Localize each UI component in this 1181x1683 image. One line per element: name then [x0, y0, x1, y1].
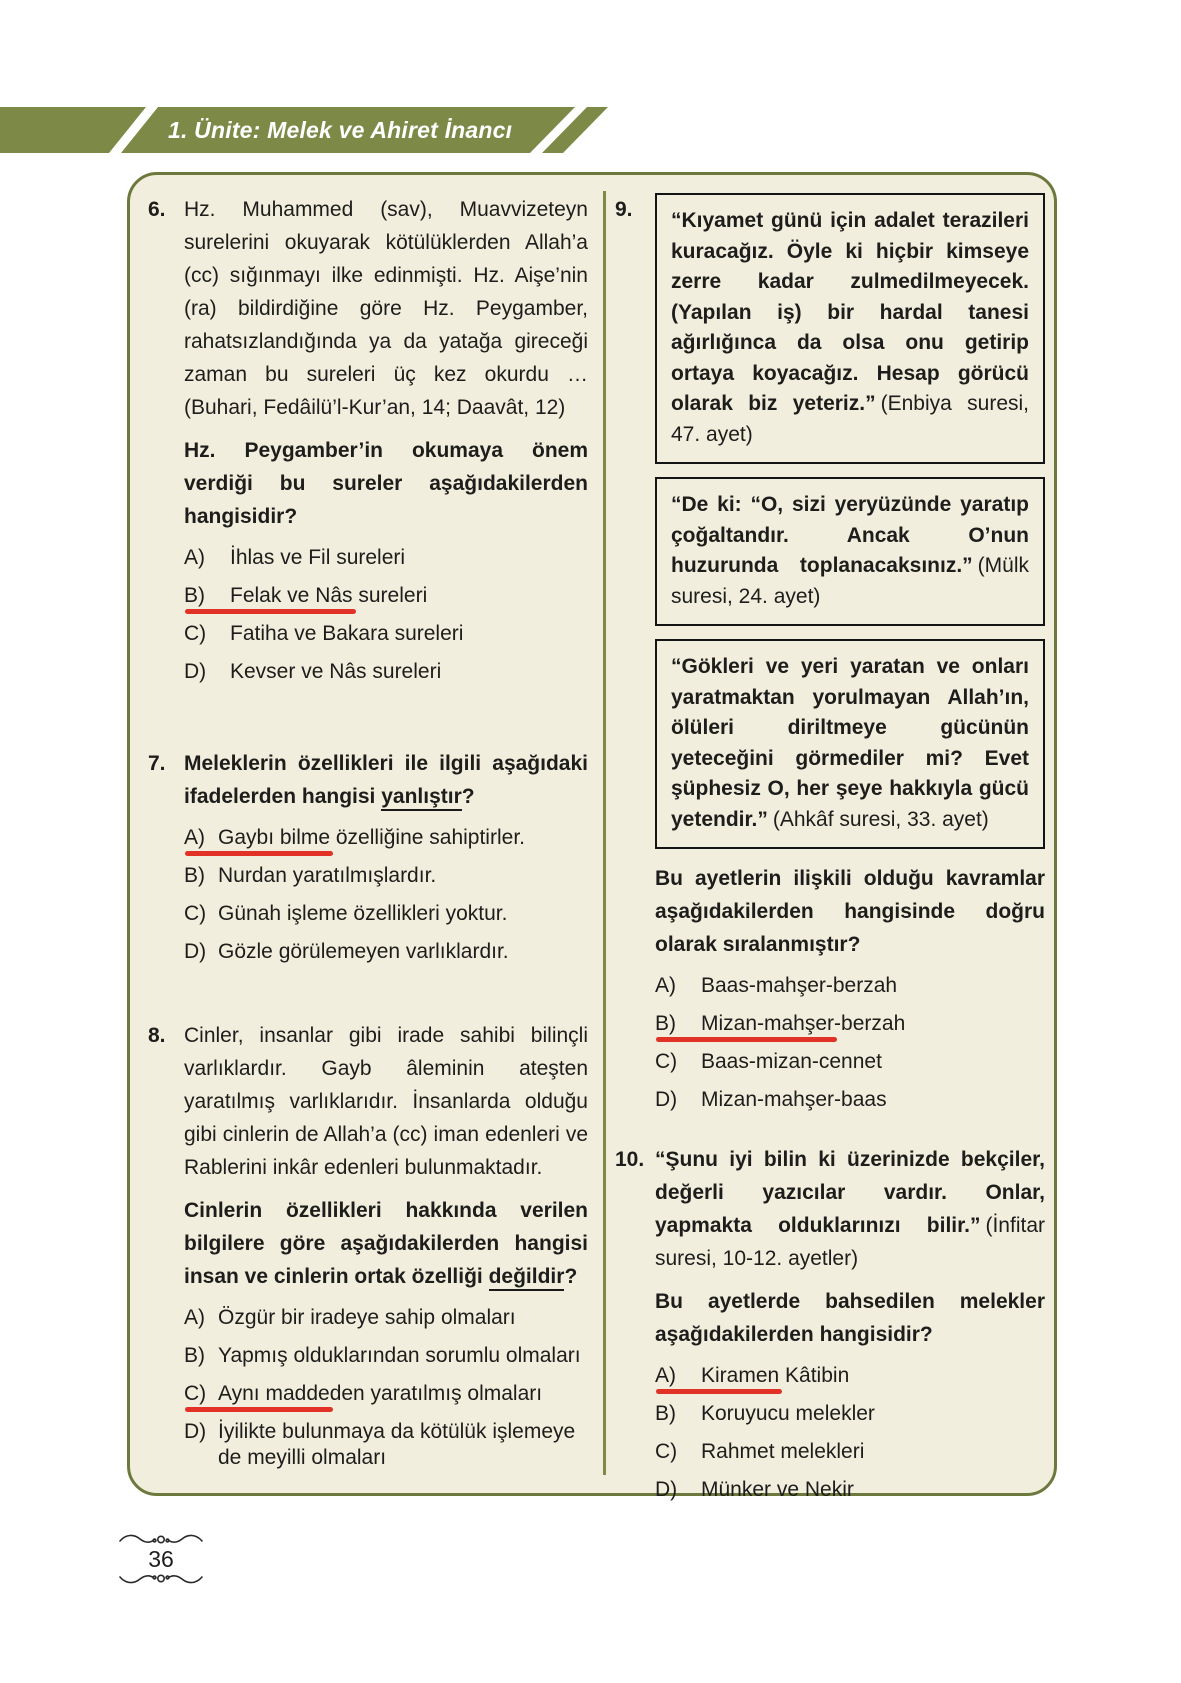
stem-underlined-word: yanlıştır	[381, 785, 462, 811]
option-letter: C)	[184, 622, 207, 645]
option-letter: D)	[184, 660, 207, 683]
column-divider	[603, 191, 606, 1475]
option-text: Gözle görülemeyen varlıklardır.	[218, 940, 509, 963]
verse-quote: “Kıyamet günü için adalet terazileri kuracağız. Öyle ki hiçbir kimseye zerre kadar zulmedilmeyecek. (Yapılan iş) bir hardal tanesi ağırlığınca da olsa onu getirip ortaya koyacağız. Hesap görücü olarak biz yeteriz.”	[671, 209, 1029, 415]
option-letter: B)	[655, 1402, 676, 1425]
question-stem	[184, 434, 588, 533]
answer-option-d[interactable]	[655, 1087, 1045, 1113]
answer-option-a[interactable]	[184, 825, 588, 851]
question-number: 9.	[615, 198, 633, 221]
question-7	[148, 747, 588, 965]
verse-quote: “Şunu iyi bilin ki üzerinizde bekçiler, değerli yazıcılar vardır. Onlar, yapmakta olduklarınızı bilir.”	[655, 1148, 1045, 1237]
answer-option-c[interactable]	[655, 1049, 1045, 1075]
verse-citation: (Enbiya suresi, 47. ayet)	[671, 392, 1030, 446]
right-column	[615, 193, 1045, 1503]
option-letter: A)	[655, 974, 676, 997]
stem-text: Hz. Peygamber’in okumaya önem verdiği bu sureler aşağıdakilerden hangisidir?	[184, 439, 588, 528]
answer-option-a[interactable]	[655, 1363, 1045, 1389]
option-text: İhlas ve Fil sureleri	[230, 546, 406, 569]
question-6	[148, 193, 588, 685]
answer-option-c[interactable]	[184, 1381, 588, 1407]
option-marked-text: Kiramen	[701, 1364, 780, 1387]
stem-text: Cinlerin özellikleri hakkında verilen bilgilere göre aşağıdakilerden hangisi insan ve cinlerin ortak özelliği	[184, 1199, 588, 1288]
option-letter: A)	[184, 1306, 205, 1329]
verse-quote: “Gökleri ve yeri yaratan ve onları yaratmaktan yorulmayan Allah’ın, ölüleri diriltmeye gücünün yeteceğini görmediler mi? Evet şüphesiz O, her şeye hakkıyla gücü yetendir.”	[671, 655, 1029, 831]
option-text: Yapmış olduklarından sorumlu olmaları	[218, 1344, 581, 1367]
question-body: Hz. Muhammed (sav), Muavvizeteyn surelerini okuyarak kötülüklerden Allah’a (cc) sığınmayı ilke edinmişti. Hz. Aişe’nin (ra) bildirdiğine göre Hz. Peygamber, rahatsızlandığında ya da yatağa gireceği zaman bu sureleri üç kez okurdu … (Buhari, Fedâilü’l-Kur’an, 14; Daavât, 12)	[184, 198, 588, 419]
option-text: den yaratılmış olmaları	[329, 1382, 543, 1405]
option-text: Mizan-mahşer-baas	[701, 1088, 887, 1111]
stem-text: Bu ayetlerin ilişkili olduğu kavramlar aşağıdakilerden hangisinde doğru olarak sıralanmıştır?	[655, 867, 1045, 956]
option-text: Nurdan yaratılmışlardır.	[218, 864, 437, 887]
option-letter: B)	[184, 864, 205, 887]
option-text: Baas-mizan-cennet	[701, 1050, 882, 1073]
answer-option-d[interactable]	[184, 1419, 588, 1471]
options-list	[655, 1363, 1045, 1503]
page-number: 36	[148, 1546, 174, 1572]
question-8	[148, 1019, 588, 1471]
option-text: -berzah	[834, 1012, 906, 1035]
question-content	[184, 747, 588, 965]
question-stem	[655, 1285, 1045, 1351]
verse-box-1	[655, 193, 1045, 464]
question-number: 7.	[148, 752, 166, 775]
option-letter: B)	[184, 1344, 205, 1367]
answer-option-b[interactable]	[184, 583, 588, 609]
option-letter: A)	[655, 1364, 676, 1387]
option-letter: A)	[184, 546, 205, 569]
options-list	[184, 545, 588, 685]
answer-option-a[interactable]	[655, 973, 1045, 999]
question-content	[184, 193, 588, 685]
option-letter: B)	[184, 584, 205, 607]
answer-option-a[interactable]	[184, 1305, 588, 1331]
option-letter: C)	[184, 902, 207, 925]
option-text: Kevser ve Nâs sureleri	[230, 660, 442, 683]
answer-option-a[interactable]	[184, 545, 588, 571]
page-footer	[116, 1532, 206, 1586]
question-number: 6.	[148, 198, 166, 221]
option-marked-text: Aynı madde	[218, 1382, 330, 1405]
verse-citation: (İnfitar suresi, 10-12. ayetler)	[655, 1214, 1045, 1270]
option-text: Fatiha ve Bakara sureleri	[230, 622, 464, 645]
option-marked-text: Mizan-mahşer	[701, 1012, 835, 1035]
answer-option-b[interactable]	[655, 1011, 1045, 1037]
question-stem	[184, 1194, 588, 1293]
option-marked-text: Gaybı bilme	[218, 826, 331, 849]
option-text: özelliğine sahiptirler.	[330, 826, 525, 849]
question-panel	[127, 172, 1057, 1501]
question-number: 8.	[148, 1024, 166, 1047]
option-text: İyilikte bulunmaya da kötülük işlemeye de meyilli olmaları	[218, 1420, 576, 1469]
answer-option-b[interactable]	[184, 1343, 588, 1369]
option-letter: B)	[655, 1012, 676, 1035]
question-stem	[655, 862, 1045, 961]
option-letter: A)	[184, 826, 205, 849]
option-text: Baas-mahşer-berzah	[701, 974, 898, 997]
stem-text-end: ?	[564, 1265, 578, 1288]
option-letter: D)	[184, 1420, 207, 1443]
option-text: Rahmet melekleri	[701, 1440, 865, 1463]
left-column	[148, 193, 588, 1471]
verse-quote: “De ki: “O, sizi yeryüzünde yaratıp çoğaltandır. Ancak O’nun huzurunda toplanacaksınız.”	[671, 493, 1029, 577]
option-text: Özgür bir iradeye sahip olmaları	[218, 1306, 516, 1329]
option-text: Kâtibin	[779, 1364, 850, 1387]
stem-text: Bu ayetlerde bahsedilen melekler aşağıdakilerden hangisidir?	[655, 1290, 1045, 1346]
question-10	[615, 1143, 1045, 1503]
option-letter: D)	[184, 940, 207, 963]
answer-option-d[interactable]	[184, 939, 588, 965]
option-marked-text: Felak ve Nâs	[230, 584, 353, 607]
answer-option-c[interactable]	[184, 901, 588, 927]
option-text: sureleri	[352, 584, 428, 607]
answer-option-c[interactable]	[655, 1439, 1045, 1465]
verse-box-3	[655, 639, 1045, 849]
option-letter: D)	[655, 1478, 678, 1501]
question-quote-lead	[655, 1143, 1045, 1275]
flourish-ornament-icon	[118, 1571, 204, 1586]
flourish-ornament-icon	[118, 1532, 204, 1547]
answer-option-d[interactable]	[184, 659, 588, 685]
answer-option-d[interactable]	[655, 1477, 1045, 1503]
answer-option-c[interactable]	[184, 621, 588, 647]
question-content	[655, 1143, 1045, 1503]
option-text: Münker ve Nekir	[701, 1478, 854, 1501]
question-number: 10.	[615, 1148, 645, 1171]
question-content	[655, 193, 1045, 1113]
option-letter: C)	[655, 1440, 678, 1463]
question-content	[184, 1019, 588, 1471]
unit-title: 1. Ünite: Melek ve Ahiret İnancı	[168, 117, 513, 143]
question-body: Cinler, insanlar gibi irade sahibi bilinçli varlıklardır. Gayb âleminin ateşten yaratılmış varlıklarıdır. İnsanlarda olduğu gibi cinlerin de Allah’a (cc) iman edenleri ve Rablerini inkâr edenleri bulunmaktadır.	[184, 1024, 588, 1179]
stem-underlined-word: değildir	[489, 1265, 565, 1291]
option-letter: C)	[184, 1382, 207, 1405]
answer-option-b[interactable]	[655, 1401, 1045, 1427]
verse-citation: (Ahkâf suresi, 33. ayet)	[772, 807, 989, 831]
option-text: Günah işleme özellikleri yoktur.	[218, 902, 508, 925]
stem-text: Meleklerin özellikleri ile ilgili aşağıdaki ifadelerden hangisi	[184, 752, 588, 808]
verse-citation: (Mülk suresi, 24. ayet)	[671, 554, 1029, 608]
question-stem	[184, 747, 588, 813]
question-9	[615, 193, 1045, 1113]
answer-option-b[interactable]	[184, 863, 588, 889]
options-list	[184, 825, 588, 965]
options-list	[184, 1305, 588, 1471]
option-letter: D)	[655, 1088, 678, 1111]
option-letter: C)	[655, 1050, 678, 1073]
unit-header-banner	[0, 107, 660, 153]
options-list	[655, 973, 1045, 1113]
verse-box-2	[655, 477, 1045, 626]
stem-text-end: ?	[461, 785, 475, 808]
option-text: Koruyucu melekler	[701, 1402, 875, 1425]
